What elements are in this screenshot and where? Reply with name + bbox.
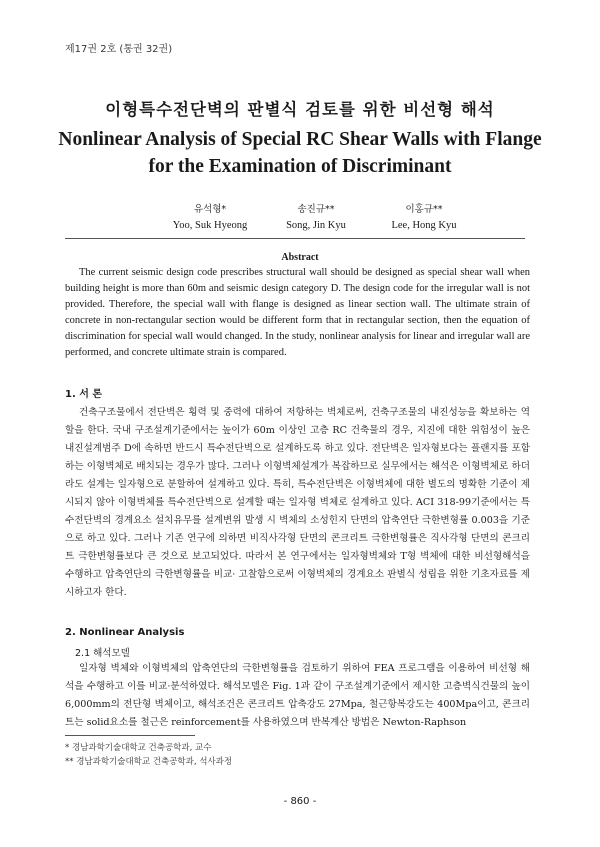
section-1-heading: 1. 서 론: [65, 389, 103, 400]
section-2-paragraph: 일자형 벽체와 이형벽체의 압축연단의 극한변형률을 검토하기 위하여 FEA 프로그램을 이용하여 비선형 해석을 수행하고 이를 비교·분석하였다. 해석모델은 Fig. 1과 같이 구조설계기준에서 제시한 고층벽식건물의 높이 6,000mm의 전단형 벽체이고, 해석조건은 콘크리트 압축강도 27Mpa, 철근항복강도는 400Mpa이고, 콘크리트는 solid요소를 철근은 reinforcement를 사용하였으며 반복계산 방법은 Newton-Raphson: [65, 663, 530, 728]
title-divider: [65, 238, 525, 239]
abstract-text: The current seismic design code prescribes structural wall should be designed as special shear wall when building height is more than 60m and seismic design category D. The design code for the irregular wall is not provided. Therefore, the special wall with flange is designed as linear section wall. The ultimate strain of concrete in non-rectangular section would be different form that in rectangular section, then the equation of discrimination for special wall would changed. In the study, nonlinear analysis for linear and irregular wall are performed, and concrete ultimate strain is compared.: [65, 267, 530, 358]
author-1-korean: 유석형*: [193, 204, 227, 215]
english-title-line-1: Nonlinear Analysis of Special RC Shear Walls with Flange: [58, 129, 542, 150]
section-1-paragraph: 건축구조물에서 전단벽은 횡력 및 중력에 대하여 저항하는 벽체로써, 건축구조물의 내진성능을 확보하는 역할을 한다. 국내 구조설계기준에서는 높이가 60m 이상인 고층 RC 건축물의 경우, 지진에 대한 위험성이 높은 내진설계범주 D에 속하면 반드시 특수전단벽으로 설계하도록 하고 있다. 전단벽은 일자형보다는 플랜지를 포함하는 이형벽체로 배치되는 경우가 많다. 그러나 이형벽체설계가 복잡하므로 실무에서는 해석은 이형벽체로 하더라도 설계는 일자형으로 분할하여 설계하고 있다. 특히, 특수전단벽은 이형벽체에 대한 별도의 명확한 기준이 제시되지 않아 이형벽체를 특수전단벽으로 설계할 때는 일자형 벽체로 설계하고 있다. ACI 318-99기준에서는 특수전단벽의 경계요소 설치유무를 설계변위 발생 시 벽체의 소성힌지 단면의 압축연단 극한변형률 0.003을 기준으로 하고 있다. 그러나 기존 연구에 의하면 비직사각형 단면의 콘크리트 극한변형률은 직사각형 단면의 콘크리트 극한변형률보다 큰 것으로 보고되었다. 따라서 본 연구에서는 일자형벽체와 T형 벽체에 대한 비선형해석을 수행하고 압축연단의 극한변형률을 비교· 고찰함으로써 이형벽체의 경계요소 판별식 성립을 위한 기초자료를 제시하고자 한다.: [65, 407, 530, 598]
author-3: [364, 202, 484, 234]
footnotes: [65, 741, 232, 769]
author-2: [256, 202, 376, 234]
author-2-english: Song, Jin Kyu: [286, 220, 346, 231]
author-1: [150, 202, 270, 234]
footnote-divider: [65, 735, 195, 736]
english-title-line-2: for the Examination of Discriminant: [148, 156, 452, 177]
abstract-heading: Abstract: [281, 252, 319, 263]
author-2-korean: 송진규**: [297, 204, 335, 215]
author-3-english: Lee, Hong Kyu: [391, 220, 457, 231]
korean-title: 이형특수전단벽의 판별식 검토를 위한 비선형 해석: [105, 100, 495, 119]
section-1-body: [65, 404, 530, 602]
english-title: [55, 126, 545, 180]
footnote-1: * 경남과학기술대학교 건축공학과, 교수: [65, 743, 212, 753]
footnote-2: ** 경남과학기술대학교 건축공학과, 석사과정: [65, 757, 233, 767]
journal-header: 제17권 2호 (통권 32권): [65, 44, 173, 55]
section-2-1-heading: 2.1 해석모델: [75, 648, 130, 659]
abstract-body: [65, 265, 530, 361]
section-2-body: [65, 660, 530, 732]
page-number: - 860 -: [283, 796, 317, 807]
author-1-english: Yoo, Suk Hyeong: [172, 220, 248, 231]
author-3-korean: 이홍규**: [405, 204, 443, 215]
section-2-heading: 2. Nonlinear Analysis: [65, 627, 185, 638]
